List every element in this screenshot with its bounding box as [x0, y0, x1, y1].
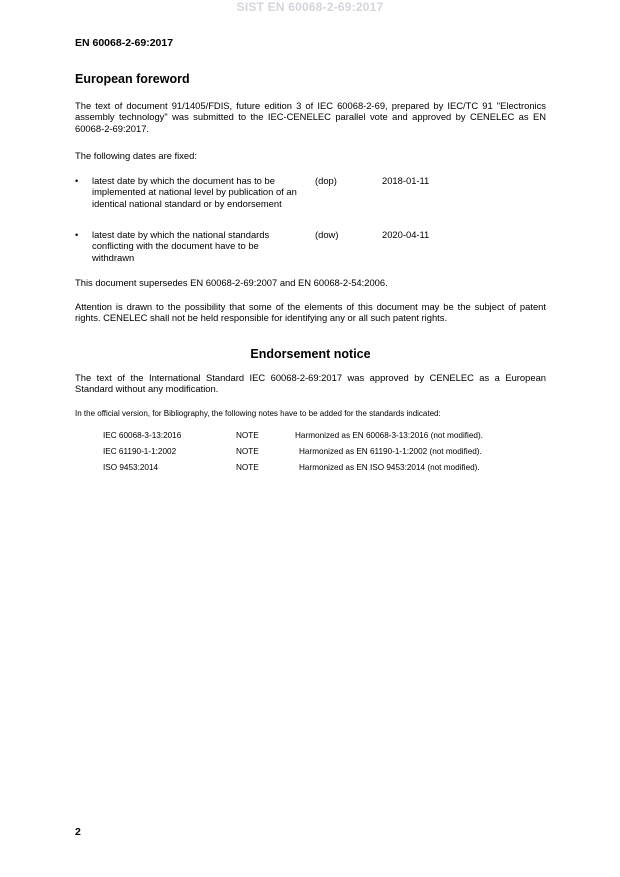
note-harmonized: Harmonized as EN 61190-1-1:2002 (not modified).: [299, 447, 482, 456]
date-item-text: latest date by which the document has to be implemented at national level by publication of an identical national standard or by endorsement: [92, 175, 297, 209]
date-item-text: latest date by which the national standards conflicting with the document have to be withdrawn: [92, 229, 270, 263]
foreword-heading: European foreword: [75, 72, 190, 86]
watermark: SIST EN 60068-2-69:2017: [236, 0, 384, 14]
date-item-code: (dop): [315, 175, 337, 186]
supersedes-paragraph: This document supersedes EN 60068-2-69:2007 and EN 60068-2-54:2006.: [75, 277, 388, 288]
date-item-date: 2018-01-11: [382, 175, 430, 186]
note-label: NOTE: [236, 447, 259, 456]
note-harmonized: Harmonized as EN 60068-3-13:2016 (not modified).: [295, 431, 483, 440]
note-standard: IEC 61190-1-1:2002: [103, 447, 177, 456]
date-item-date: 2020-04-11: [382, 229, 430, 240]
endorsement-heading: Endorsement notice: [250, 347, 371, 361]
endorsement-paragraph: The text of the International Standard IEC 60068-2-69:2017 was approved by CENELEC as a European Standard without any modification.: [75, 372, 546, 395]
note-standard: ISO 9453:2014: [103, 463, 159, 472]
bullet-icon: •: [75, 175, 79, 186]
note-label: NOTE: [236, 431, 259, 440]
bullet-icon: •: [75, 229, 79, 240]
document-id: EN 60068-2-69:2017: [75, 37, 174, 49]
foreword-paragraph: The text of document 91/1405/FDIS, future edition 3 of IEC 60068-2-69, prepared by IEC/TC 91 "Electronics assembly technology" was submitted to the IEC-CENELEC parallel vote and approved by CENELEC as EN 60068-2-69:2017.: [75, 100, 546, 134]
bibliography-intro: In the official version, for Bibliography, the following notes have to be added for the standards indicated:: [75, 409, 441, 418]
note-label: NOTE: [236, 463, 259, 472]
attention-paragraph: Attention is drawn to the possibility that some of the elements of this document may be the subject of patent rights. CENELEC shall not be held responsible for identifying any or all such patent rights.: [75, 301, 546, 324]
dates-intro: The following dates are fixed:: [75, 150, 197, 161]
note-standard: IEC 60068-3-13:2016: [103, 431, 182, 440]
page-number: 2: [75, 826, 81, 838]
date-item-code: (dow): [315, 229, 339, 240]
note-harmonized: Harmonized as EN ISO 9453:2014 (not modified).: [299, 463, 480, 472]
